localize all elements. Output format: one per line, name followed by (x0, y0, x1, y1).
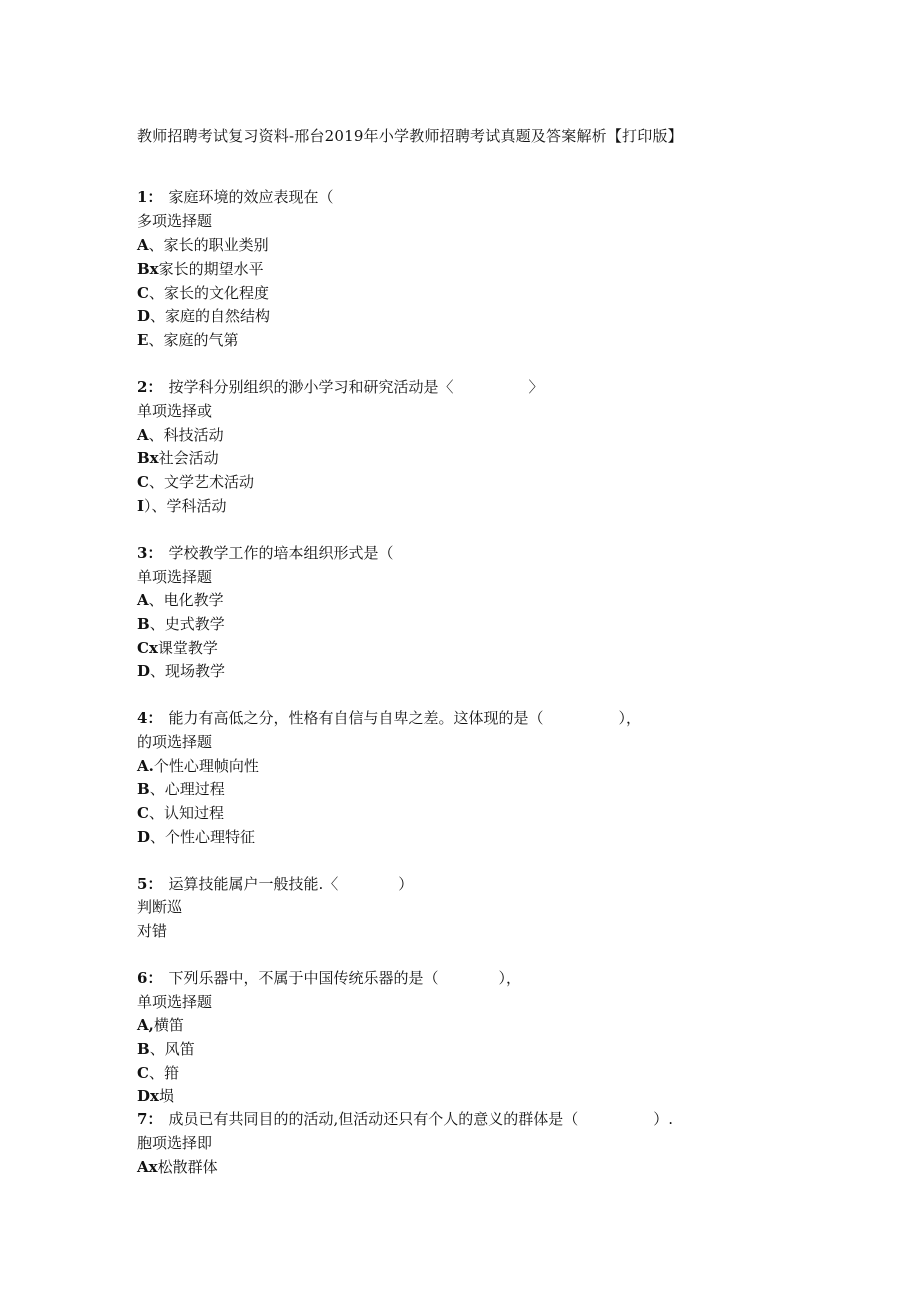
option-text: 个性心理帧向性 (153, 757, 259, 775)
option-key: B (137, 1040, 150, 1058)
question-4-option-d (137, 826, 255, 847)
question-1-stem (137, 186, 333, 207)
question-number: 3： (137, 544, 163, 562)
question-4-type: 的项选择题 (137, 733, 213, 751)
option-text: 、电化教学 (148, 591, 224, 609)
option-key: E (137, 331, 149, 349)
question-5-stem (137, 873, 413, 894)
question-4-option-c (137, 802, 224, 823)
question-7-option-a (137, 1156, 218, 1177)
option-text: 、史式教学 (149, 615, 225, 633)
option-key: D (137, 828, 151, 846)
question-6-stem (137, 967, 521, 988)
question-2-option-d (137, 495, 227, 516)
question-text: 学校教学工作的培本组织形式是（ (168, 544, 394, 562)
option-text: 家长的期望水平 (158, 260, 264, 278)
option-key: A (137, 591, 149, 609)
option-text: 对错 (137, 922, 168, 940)
question-text: 按学科分别组织的渺小学习和研究活动是〈 〉 (168, 378, 544, 396)
question-4-stem (137, 707, 641, 728)
question-2-option-b (137, 447, 219, 468)
option-key: A. (137, 757, 154, 775)
question-6-option-c (137, 1062, 179, 1083)
question-number: 7： (137, 1110, 163, 1128)
option-key: Bx (137, 449, 159, 467)
option-key: C (137, 1064, 149, 1082)
option-text: 、家长的文化程度 (148, 284, 269, 302)
option-text: 埙 (158, 1087, 174, 1105)
question-number: 5： (137, 875, 163, 893)
question-2-option-a (137, 424, 224, 445)
option-text: 、风笛 (149, 1040, 195, 1058)
question-4-option-b (137, 778, 225, 799)
question-3-stem (137, 542, 393, 563)
option-key: A (137, 426, 149, 444)
option-text: 横笛 (153, 1016, 184, 1034)
option-text: ）、学科活动 (144, 497, 227, 515)
question-3-option-c (137, 637, 218, 658)
question-7-stem (137, 1108, 673, 1129)
question-2-option-c (137, 471, 254, 492)
option-key: B (137, 780, 150, 798)
question-6-option-b (137, 1038, 195, 1059)
question-text: 家庭环境的效应表现在（ (168, 188, 334, 206)
question-3-option-a (137, 589, 224, 610)
question-3-option-d (137, 660, 225, 681)
option-key: C (137, 804, 149, 822)
question-text: 能力有高低之分，性格有自信与自卑之差。这体现的是（ ）， (168, 709, 641, 727)
question-7-type: 胞项选择即 (137, 1134, 213, 1152)
option-text: 、文学艺术活动 (148, 473, 254, 491)
question-number: 6： (137, 969, 163, 987)
document-title: 教师招聘考试复习资料-邢台2019年小学教师招聘考试真题及答案解析【打印版】 (137, 127, 683, 145)
question-text: 下列乐器中，不属于中国传统乐器的是（ ）， (168, 969, 521, 987)
question-1-option-e (137, 329, 238, 350)
option-key: A (137, 236, 149, 254)
option-text: 、家庭的自然结构 (150, 307, 271, 325)
option-text: 课堂教学 (157, 639, 218, 657)
option-key: C (137, 473, 149, 491)
question-text: 成员已有共同目的的活动,但活动还只有个人的意义的群体是（ ）. (168, 1110, 673, 1128)
option-key: B (137, 615, 150, 633)
question-number: 1： (137, 188, 163, 206)
option-text: 、心理过程 (149, 780, 225, 798)
question-5-type: 判断巡 (137, 898, 183, 916)
option-text: 社会活动 (158, 449, 219, 467)
question-6-option-d (137, 1085, 174, 1106)
option-key: C (137, 284, 149, 302)
question-3-type: 单项选择题 (137, 568, 213, 586)
option-key: Cx (137, 639, 158, 657)
question-3-option-b (137, 613, 225, 634)
question-1-option-b (137, 258, 264, 279)
question-number: 4： (137, 709, 163, 727)
option-key: I (137, 497, 145, 515)
question-2-stem (137, 376, 543, 397)
question-1-option-a (137, 234, 269, 255)
question-1-option-c (137, 282, 269, 303)
option-key: Bx (137, 260, 159, 278)
option-key: D (137, 307, 151, 325)
option-text: 、箝 (148, 1064, 179, 1082)
option-text: 、现场教学 (150, 662, 226, 680)
option-key: Dx (137, 1087, 159, 1105)
option-text: 、家庭的气第 (148, 331, 239, 349)
option-key: Ax (137, 1158, 158, 1176)
option-text: 、认知过程 (148, 804, 224, 822)
question-4-option-a (137, 755, 259, 776)
question-number: 2： (137, 378, 163, 396)
option-text: 、科技活动 (148, 426, 224, 444)
option-key: D (137, 662, 151, 680)
option-text: 、家长的职业类别 (148, 236, 269, 254)
question-text: 运算技能属户一般技能.〈 ） (168, 875, 414, 893)
question-1-type: 多项选择题 (137, 212, 213, 230)
question-5-answer (137, 920, 167, 941)
option-text: 、个性心理特征 (150, 828, 256, 846)
question-1-option-d (137, 305, 270, 326)
question-2-type: 单项选择或 (137, 402, 213, 420)
option-key: A, (137, 1016, 154, 1034)
question-6-type: 单项选择题 (137, 993, 213, 1011)
option-text: 松散群体 (157, 1158, 218, 1176)
question-6-option-a (137, 1014, 184, 1035)
